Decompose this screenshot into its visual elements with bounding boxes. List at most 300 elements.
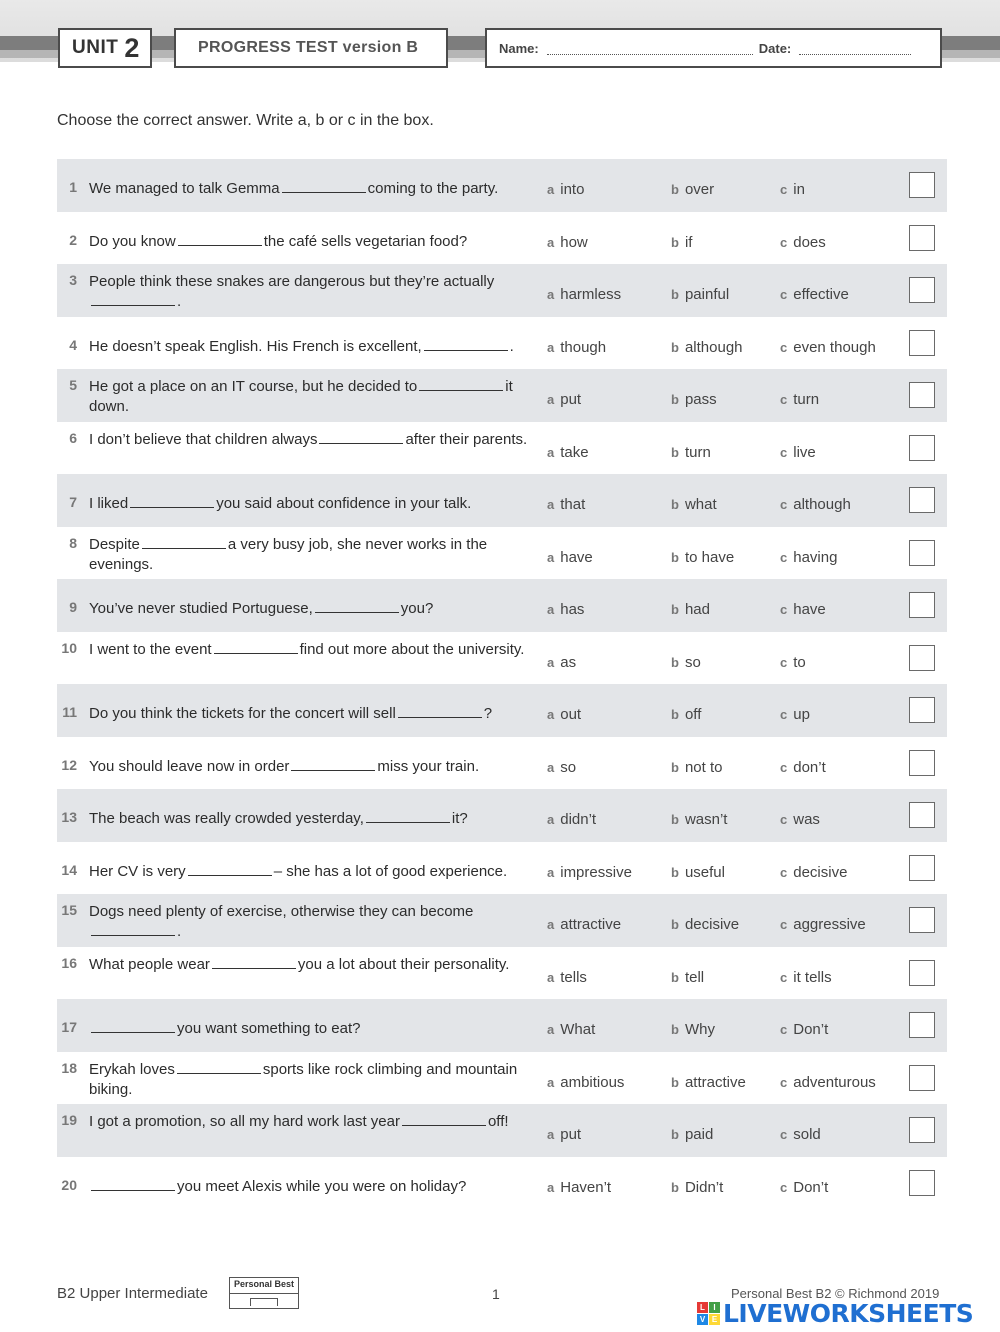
question-text-after: you?	[400, 600, 434, 617]
option-a	[547, 969, 587, 986]
option-letter-a: a	[547, 444, 555, 460]
option-letter-b: b	[671, 707, 679, 722]
option-c	[780, 1126, 821, 1143]
gap-blank	[91, 922, 175, 936]
option-letter-c: c	[780, 1179, 788, 1195]
name-date-box	[485, 28, 942, 68]
question-text-before: Do you know	[89, 232, 176, 250]
gap-blank	[402, 1112, 486, 1126]
question-text	[89, 1177, 537, 1197]
question-text-after: find out more about the university.	[299, 640, 525, 658]
option-c	[780, 811, 820, 828]
option-letter-b: b	[671, 969, 679, 985]
option-letter-c: c	[780, 287, 788, 302]
question-row	[57, 842, 947, 895]
question-number: 10	[61, 639, 77, 656]
option-a	[547, 1126, 581, 1143]
option-c-text: live	[793, 443, 816, 461]
option-b	[671, 864, 725, 881]
option-c	[780, 234, 826, 251]
option-b	[671, 391, 717, 408]
question-row	[57, 947, 947, 1000]
option-b-text: off	[684, 706, 702, 723]
question-text	[89, 862, 537, 882]
question-text-before: We managed to talk Gemma	[89, 180, 280, 197]
question-text	[89, 430, 537, 450]
option-letter-c: c	[780, 917, 788, 932]
copyright: Personal Best B2 © Richmond 2019	[731, 1286, 940, 1301]
option-letter-c: c	[780, 654, 788, 670]
option-letter-a: a	[547, 707, 555, 722]
option-b	[671, 1021, 715, 1038]
option-c	[780, 391, 819, 408]
question-number: 15	[61, 902, 77, 918]
option-letter-c: c	[780, 339, 788, 355]
question-row	[57, 159, 947, 212]
question-text	[89, 809, 537, 829]
answer-box[interactable]	[909, 592, 935, 618]
answer-box[interactable]	[909, 1170, 935, 1196]
question-text	[89, 377, 537, 417]
answer-box[interactable]	[909, 855, 935, 881]
lw-cell-i: I	[709, 1302, 720, 1313]
option-a-text: put	[560, 1126, 582, 1143]
question-number: 9	[69, 599, 77, 615]
option-a	[547, 864, 632, 881]
question-number: 18	[61, 1059, 77, 1076]
option-c-text: does	[793, 233, 826, 251]
option-b	[671, 234, 692, 251]
option-a	[547, 1021, 595, 1038]
question-row	[57, 579, 947, 632]
option-b	[671, 759, 722, 776]
personal-best-logo	[229, 1277, 299, 1309]
option-c-text: in	[793, 181, 805, 198]
answer-box[interactable]	[909, 802, 935, 828]
question-text-before: Her CV is very	[89, 862, 186, 880]
option-letter-a: a	[547, 339, 555, 355]
answer-box[interactable]	[909, 487, 935, 513]
question-text-after: it?	[451, 810, 468, 827]
option-c-text: have	[793, 601, 826, 618]
question-text	[89, 1060, 537, 1100]
option-a-text: that	[560, 496, 586, 513]
question-row	[57, 422, 947, 475]
option-c-text: sold	[793, 1126, 821, 1143]
gap-blank	[178, 232, 262, 246]
option-b	[671, 706, 701, 723]
option-letter-b: b	[671, 182, 679, 197]
option-letter-b: b	[671, 234, 679, 250]
option-b-text: if	[684, 233, 693, 251]
question-text-before: People think these snakes are dangerous but they’re actually	[89, 273, 495, 290]
option-c-text: don’t	[793, 758, 826, 776]
question-number: 17	[61, 1019, 77, 1035]
option-a	[547, 234, 588, 251]
option-b-text: painful	[684, 286, 730, 303]
gap-blank	[212, 955, 296, 969]
question-number: 11	[62, 704, 77, 720]
option-a-text: how	[560, 233, 588, 251]
question-text	[89, 902, 537, 942]
option-letter-a: a	[547, 654, 555, 670]
option-b	[671, 601, 710, 618]
option-letter-c: c	[780, 549, 788, 565]
option-letter-b: b	[671, 654, 679, 670]
option-a-text: tells	[560, 968, 587, 986]
name-label: Name:	[499, 40, 539, 56]
option-b	[671, 444, 711, 461]
option-b-text: Why	[684, 1021, 715, 1038]
option-letter-a: a	[547, 182, 555, 197]
page-number: 1	[492, 1286, 500, 1302]
liveworksheets-watermark	[697, 1296, 973, 1330]
option-letter-c: c	[780, 444, 788, 460]
question-table	[57, 159, 947, 1209]
option-c-text: Don’t	[793, 1178, 829, 1196]
option-letter-a: a	[547, 1022, 555, 1037]
answer-box[interactable]	[909, 1117, 935, 1143]
answer-box[interactable]	[909, 540, 935, 566]
option-c	[780, 444, 816, 461]
option-letter-a: a	[547, 497, 555, 512]
option-a-text: What	[560, 1021, 596, 1038]
question-text-after: a very busy job, she never works in the evenings.	[89, 535, 488, 573]
option-letter-a: a	[547, 234, 555, 250]
option-b-text: although	[684, 338, 743, 356]
gap-blank	[142, 535, 226, 549]
option-a-text: ambitious	[560, 1073, 625, 1091]
option-letter-b: b	[671, 864, 679, 880]
question-text	[89, 272, 537, 312]
option-a-text: attractive	[560, 916, 622, 933]
question-number: 3	[69, 272, 77, 288]
question-text-after: it down.	[89, 378, 513, 415]
question-text	[89, 337, 537, 357]
answer-box[interactable]	[909, 225, 935, 251]
question-text-before: Erykah loves	[89, 1060, 175, 1078]
option-letter-b: b	[671, 392, 679, 407]
question-text-before: I liked	[89, 495, 129, 512]
answer-box[interactable]	[909, 172, 935, 198]
option-letter-c: c	[780, 602, 788, 617]
question-text-after: you want something to eat?	[177, 1020, 361, 1037]
option-letter-a: a	[547, 549, 555, 565]
gap-blank	[188, 862, 272, 876]
option-a-text: impressive	[560, 863, 632, 881]
question-text	[89, 599, 537, 619]
option-a-text: as	[560, 653, 577, 671]
option-c-text: was	[793, 811, 820, 828]
option-letter-b: b	[671, 1179, 679, 1195]
question-text-before: I don’t believe that children always	[89, 430, 318, 448]
question-text	[89, 955, 537, 975]
question-text-after: .	[177, 293, 182, 310]
option-a	[547, 916, 621, 933]
question-text-after: miss your train.	[377, 757, 480, 775]
question-number: 12	[61, 756, 77, 773]
question-number: 4	[69, 336, 77, 353]
question-text	[89, 640, 537, 660]
question-row	[57, 527, 947, 580]
option-letter-b: b	[671, 917, 679, 932]
option-letter-a: a	[547, 1074, 555, 1090]
question-row	[57, 369, 947, 422]
option-letter-a: a	[547, 812, 555, 827]
option-letter-b: b	[671, 812, 679, 827]
option-c	[780, 496, 851, 513]
option-a	[547, 391, 581, 408]
option-c-text: up	[793, 706, 810, 723]
option-c-text: aggressive	[793, 916, 866, 933]
option-a-text: so	[560, 758, 577, 776]
option-c	[780, 601, 826, 618]
option-letter-a: a	[547, 759, 555, 775]
question-text-after: the café sells vegetarian food?	[263, 232, 468, 250]
question-text-after: after their parents.	[405, 430, 528, 448]
question-number: 2	[69, 231, 77, 248]
option-a	[547, 759, 576, 776]
gap-blank	[177, 1060, 261, 1074]
option-b-text: wasn’t	[684, 811, 728, 828]
question-row	[57, 212, 947, 265]
option-letter-b: b	[671, 759, 679, 775]
answer-box[interactable]	[909, 1065, 935, 1091]
option-c	[780, 1074, 876, 1091]
question-number: 1	[69, 179, 77, 195]
option-c-text: decisive	[793, 863, 848, 881]
option-a-text: didn’t	[560, 811, 597, 828]
gap-blank	[214, 640, 298, 654]
option-c	[780, 759, 826, 776]
option-b	[671, 654, 701, 671]
option-b	[671, 181, 714, 198]
option-letter-c: c	[780, 812, 788, 827]
question-number: 8	[69, 534, 77, 551]
question-row	[57, 317, 947, 370]
option-a	[547, 549, 593, 566]
gap-blank	[91, 292, 175, 306]
answer-box[interactable]	[909, 382, 935, 408]
option-b-text: tell	[684, 968, 705, 986]
question-row	[57, 1052, 947, 1105]
question-text-before: He got a place on an IT course, but he decided to	[89, 378, 418, 395]
unit-number: 2	[124, 32, 140, 63]
option-a-text: though	[560, 338, 607, 356]
option-c	[780, 549, 837, 566]
option-b-text: not to	[684, 758, 723, 776]
test-title-box	[174, 28, 448, 68]
option-letter-c: c	[780, 1074, 788, 1090]
question-text	[89, 232, 537, 252]
question-text	[89, 757, 537, 777]
option-c	[780, 969, 832, 986]
option-c-text: effective	[793, 286, 849, 303]
option-b-text: useful	[684, 863, 725, 881]
gap-blank	[319, 430, 403, 444]
gap-blank	[398, 704, 482, 718]
question-number: 20	[61, 1176, 77, 1193]
option-b-text: turn	[684, 443, 711, 461]
question-text-before: I got a promotion, so all my hard work last year	[89, 1113, 400, 1130]
question-text-before: Do you think the tickets for the concert will sell	[89, 705, 396, 722]
test-title: PROGRESS TEST version B	[198, 39, 419, 56]
option-b	[671, 1126, 713, 1143]
option-letter-c: c	[780, 234, 788, 250]
question-text-before: You’ve never studied Portuguese,	[89, 600, 313, 617]
question-text-before: I went to the event	[89, 640, 212, 658]
question-row	[57, 264, 947, 317]
name-field[interactable]	[547, 42, 753, 55]
option-b	[671, 286, 729, 303]
question-row	[57, 1104, 947, 1157]
option-letter-b: b	[671, 497, 679, 512]
question-number: 13	[61, 809, 77, 825]
option-b-text: paid	[684, 1126, 714, 1143]
date-field[interactable]	[799, 42, 911, 55]
option-c	[780, 1021, 828, 1038]
option-a-text: put	[560, 391, 582, 408]
option-c-text: although	[793, 496, 851, 513]
option-a-text: take	[560, 443, 589, 461]
question-text-after: .	[177, 923, 182, 940]
answer-box[interactable]	[909, 960, 935, 986]
option-c-text: adventurous	[793, 1073, 876, 1091]
option-c-text: to	[793, 653, 806, 671]
question-text-after: you a lot about their personality.	[297, 955, 510, 973]
option-a	[547, 181, 584, 198]
answer-box[interactable]	[909, 907, 935, 933]
option-b-text: attractive	[684, 1073, 746, 1091]
option-c-text: having	[793, 548, 838, 566]
answer-box[interactable]	[909, 697, 935, 723]
option-a-text: Haven’t	[560, 1178, 612, 1196]
unit-label: UNIT	[72, 37, 119, 58]
option-letter-a: a	[547, 917, 555, 932]
option-letter-a: a	[547, 1127, 555, 1142]
question-row	[57, 894, 947, 947]
question-text	[89, 704, 537, 724]
option-letter-c: c	[780, 864, 788, 880]
option-b-text: decisive	[684, 916, 740, 933]
answer-box[interactable]	[909, 750, 935, 776]
option-letter-c: c	[780, 182, 788, 197]
option-letter-c: c	[780, 969, 788, 985]
option-a	[547, 286, 621, 303]
question-text	[89, 179, 537, 199]
gap-blank	[282, 179, 366, 193]
answer-box[interactable]	[909, 645, 935, 671]
option-c	[780, 706, 810, 723]
option-a-text: out	[560, 706, 582, 723]
option-a	[547, 601, 584, 618]
gap-blank	[291, 757, 375, 771]
liveworksheets-icon	[697, 1302, 720, 1325]
option-a	[547, 496, 585, 513]
footer-level: B2 Upper Intermediate	[57, 1285, 208, 1302]
option-letter-b: b	[671, 602, 679, 617]
option-b-text: Didn’t	[684, 1178, 724, 1196]
question-text	[89, 1019, 537, 1039]
option-letter-a: a	[547, 392, 555, 407]
question-row	[57, 1157, 947, 1210]
option-a	[547, 1074, 624, 1091]
answer-box[interactable]	[909, 330, 935, 356]
question-row	[57, 474, 947, 527]
option-letter-b: b	[671, 287, 679, 302]
option-a	[547, 811, 596, 828]
question-text-before: You should leave now in order	[89, 757, 290, 775]
option-b-text: over	[684, 181, 715, 198]
option-letter-c: c	[780, 759, 788, 775]
option-b-text: so	[684, 653, 701, 671]
option-c-text: even though	[793, 338, 876, 356]
gap-blank	[315, 599, 399, 613]
logo-step-box	[250, 1298, 278, 1306]
gap-blank	[91, 1177, 175, 1191]
question-row	[57, 789, 947, 842]
option-a-text: into	[560, 181, 585, 198]
question-text-after: off!	[487, 1113, 509, 1130]
gap-blank	[424, 337, 508, 351]
option-letter-a: a	[547, 1179, 555, 1195]
option-b-text: to have	[684, 548, 735, 566]
option-c-text: turn	[793, 391, 820, 408]
question-number: 6	[69, 429, 77, 446]
option-b-text: what	[684, 496, 717, 513]
lw-cell-v: V	[697, 1314, 708, 1325]
option-letter-a: a	[547, 864, 555, 880]
question-number: 16	[61, 954, 77, 971]
lw-cell-l: L	[697, 1302, 708, 1313]
question-text-after: .	[509, 337, 514, 355]
logo-text: Personal Best	[234, 1279, 295, 1289]
option-c	[780, 864, 847, 881]
option-letter-b: b	[671, 444, 679, 460]
option-c	[780, 286, 849, 303]
option-b	[671, 496, 717, 513]
question-text-after: you said about confidence in your talk.	[216, 495, 472, 512]
option-b-text: pass	[684, 391, 717, 408]
question-row	[57, 632, 947, 685]
answer-box[interactable]	[909, 435, 935, 461]
option-letter-c: c	[780, 1127, 788, 1142]
question-text-after: sports like rock climbing and mountain biking.	[89, 1060, 518, 1098]
option-b	[671, 1179, 723, 1196]
option-c	[780, 181, 805, 198]
question-text-before: The beach was really crowded yesterday,	[89, 810, 364, 827]
answer-box[interactable]	[909, 1012, 935, 1038]
question-text	[89, 535, 537, 575]
question-number: 19	[61, 1112, 77, 1128]
gap-blank	[419, 377, 503, 391]
question-number: 7	[69, 494, 77, 510]
option-c-text: it tells	[793, 968, 832, 986]
option-letter-a: a	[547, 969, 555, 985]
option-b	[671, 811, 727, 828]
question-text-before: He doesn’t speak English. His French is excellent,	[89, 337, 422, 355]
question-text-after: you meet Alexis while you were on holiday?	[177, 1177, 467, 1195]
question-text-after: ?	[483, 705, 493, 722]
question-text-before: What people wear	[89, 955, 210, 973]
option-letter-b: b	[671, 1022, 679, 1037]
option-letter-c: c	[780, 392, 788, 407]
option-letter-c: c	[780, 707, 788, 722]
option-a-text: harmless	[560, 286, 622, 303]
option-c	[780, 339, 876, 356]
option-c-text: Don’t	[793, 1021, 829, 1038]
answer-box[interactable]	[909, 277, 935, 303]
